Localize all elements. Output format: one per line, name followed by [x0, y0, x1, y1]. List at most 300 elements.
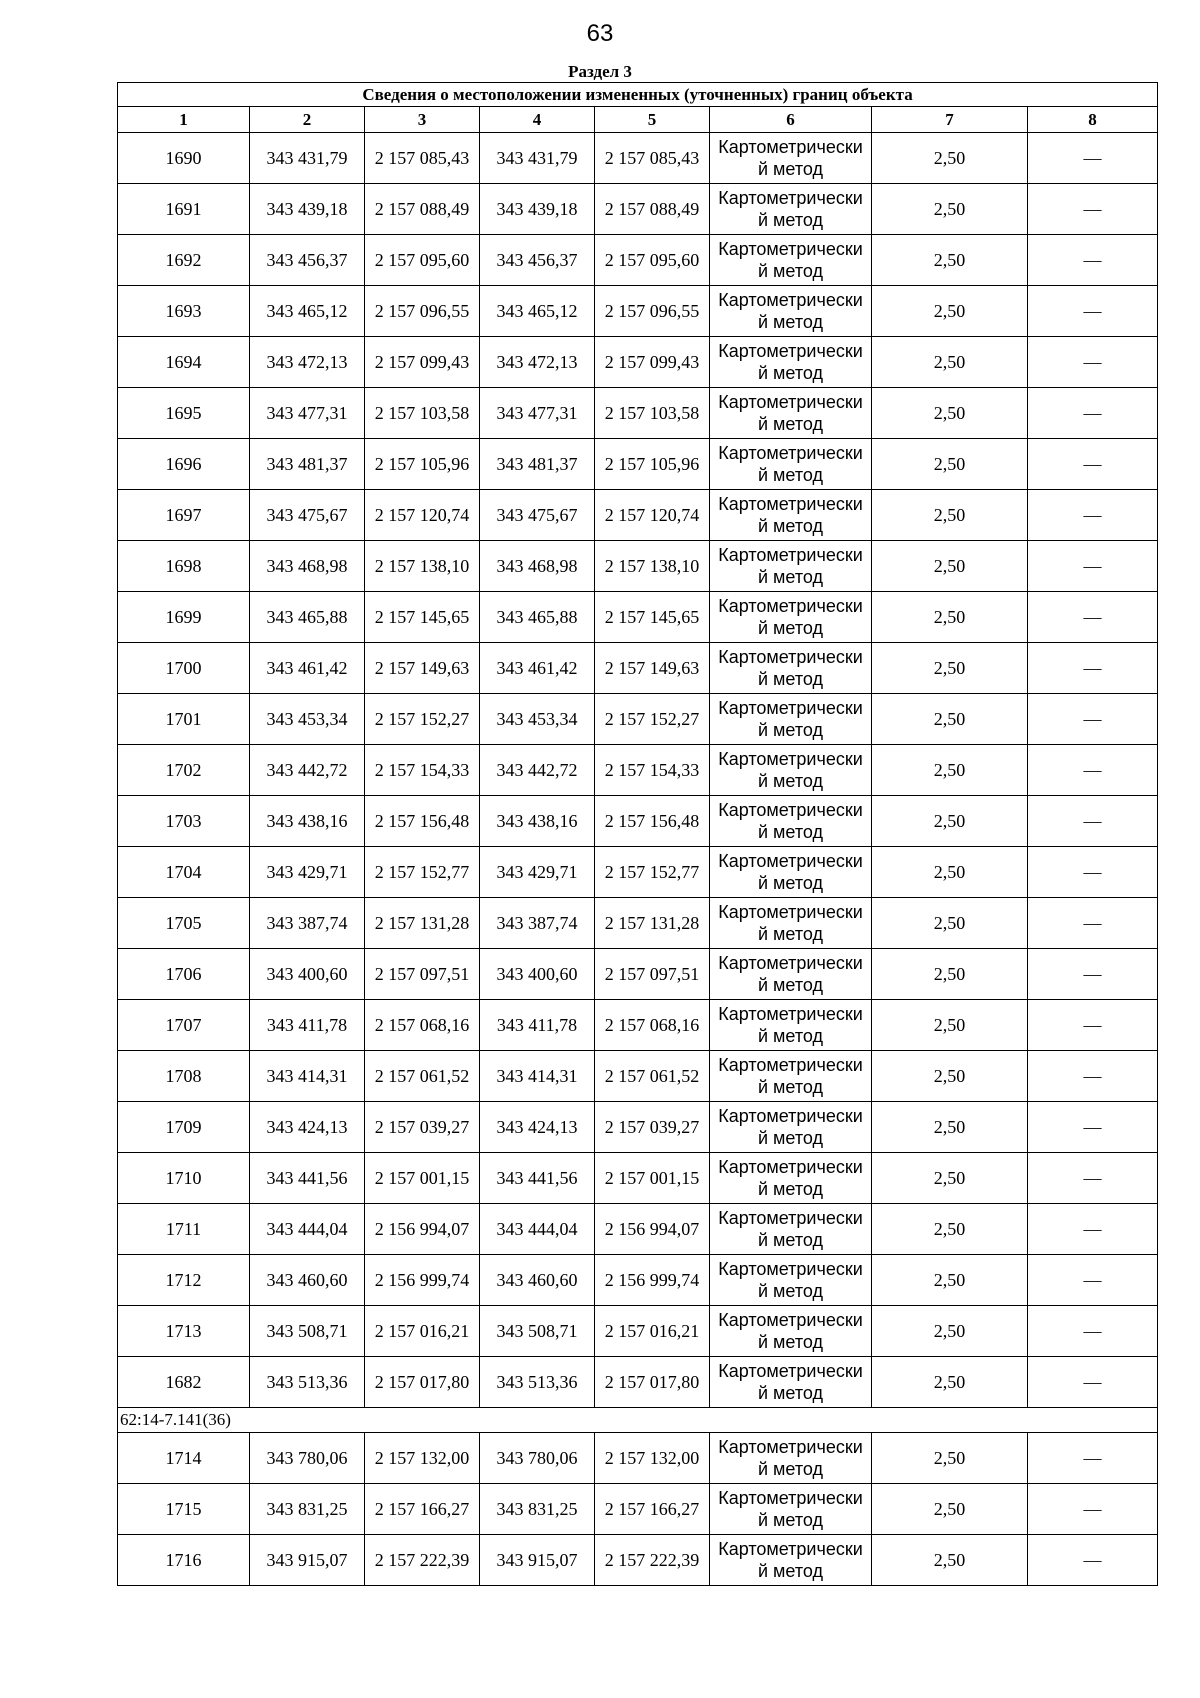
accuracy-cell: 2,50: [872, 1255, 1028, 1306]
method-line-2: й метод: [757, 414, 823, 434]
x-new-cell: 343 513,36: [480, 1357, 595, 1408]
method-line-1: Картометрически: [718, 1055, 863, 1075]
y-old-cell: 2 157 131,28: [365, 898, 480, 949]
method-line-2: й метод: [757, 1459, 823, 1479]
method-line-2: й метод: [757, 1230, 823, 1250]
x-new-cell: 343 444,04: [480, 1204, 595, 1255]
point-number-cell: 1711: [118, 1204, 250, 1255]
accuracy-cell: 2,50: [872, 1306, 1028, 1357]
table-row: [118, 1153, 1158, 1204]
point-number-cell: 1710: [118, 1153, 250, 1204]
method-cell: [710, 541, 872, 592]
table-row: [118, 592, 1158, 643]
y-old-cell: 2 157 105,96: [365, 439, 480, 490]
x-new-cell: 343 438,16: [480, 796, 595, 847]
y-old-cell: 2 157 088,49: [365, 184, 480, 235]
method-line-1: Картометрически: [718, 545, 863, 565]
y-new-cell: 2 157 131,28: [595, 898, 710, 949]
point-number-cell: 1690: [118, 133, 250, 184]
description-cell: —: [1028, 898, 1158, 949]
y-old-cell: 2 157 001,15: [365, 1153, 480, 1204]
table-row: [118, 133, 1158, 184]
description-cell: —: [1028, 1306, 1158, 1357]
y-new-cell: 2 157 099,43: [595, 337, 710, 388]
method-line-2: й метод: [757, 516, 823, 536]
x-old-cell: 343 400,60: [250, 949, 365, 1000]
method-line-1: Картометрически: [718, 1488, 863, 1508]
x-old-cell: 343 460,60: [250, 1255, 365, 1306]
column-number: 4: [480, 107, 595, 133]
table-body: [118, 133, 1158, 1586]
method-line-1: Картометрически: [718, 239, 863, 259]
method-line-1: Картометрически: [718, 290, 863, 310]
description-cell: —: [1028, 286, 1158, 337]
method-line-2: й метод: [757, 210, 823, 230]
accuracy-cell: 2,50: [872, 1535, 1028, 1586]
x-old-cell: 343 456,37: [250, 235, 365, 286]
table-row: [118, 847, 1158, 898]
method-line-1: Картометрически: [718, 1437, 863, 1457]
accuracy-cell: 2,50: [872, 235, 1028, 286]
table-row: [118, 1000, 1158, 1051]
accuracy-cell: 2,50: [872, 898, 1028, 949]
description-cell: —: [1028, 592, 1158, 643]
y-new-cell: 2 156 994,07: [595, 1204, 710, 1255]
y-old-cell: 2 157 085,43: [365, 133, 480, 184]
table-row: [118, 1102, 1158, 1153]
method-cell: [710, 1051, 872, 1102]
method-line-2: й метод: [757, 363, 823, 383]
point-number-cell: 1712: [118, 1255, 250, 1306]
method-cell: [710, 337, 872, 388]
point-number-cell: 1702: [118, 745, 250, 796]
y-new-cell: 2 157 152,77: [595, 847, 710, 898]
point-number-cell: 1695: [118, 388, 250, 439]
y-new-cell: 2 157 138,10: [595, 541, 710, 592]
y-old-cell: 2 156 999,74: [365, 1255, 480, 1306]
x-old-cell: 343 508,71: [250, 1306, 365, 1357]
y-old-cell: 2 157 097,51: [365, 949, 480, 1000]
method-line-2: й метод: [757, 312, 823, 332]
description-cell: —: [1028, 235, 1158, 286]
y-new-cell: 2 157 061,52: [595, 1051, 710, 1102]
accuracy-cell: 2,50: [872, 388, 1028, 439]
point-number-cell: 1691: [118, 184, 250, 235]
description-cell: —: [1028, 745, 1158, 796]
method-cell: [710, 592, 872, 643]
description-cell: —: [1028, 1153, 1158, 1204]
x-new-cell: 343 414,31: [480, 1051, 595, 1102]
y-new-cell: 2 157 152,27: [595, 694, 710, 745]
description-cell: —: [1028, 796, 1158, 847]
method-line-2: й метод: [757, 1128, 823, 1148]
table-row: [118, 1484, 1158, 1535]
y-new-cell: 2 156 999,74: [595, 1255, 710, 1306]
x-old-cell: 343 465,88: [250, 592, 365, 643]
description-cell: —: [1028, 541, 1158, 592]
method-line-2: й метод: [757, 669, 823, 689]
description-cell: —: [1028, 388, 1158, 439]
y-old-cell: 2 157 138,10: [365, 541, 480, 592]
method-line-1: Картометрически: [718, 902, 863, 922]
x-new-cell: 343 481,37: [480, 439, 595, 490]
x-new-cell: 343 441,56: [480, 1153, 595, 1204]
description-cell: —: [1028, 1102, 1158, 1153]
description-cell: —: [1028, 1051, 1158, 1102]
x-new-cell: 343 439,18: [480, 184, 595, 235]
point-number-cell: 1707: [118, 1000, 250, 1051]
method-cell: [710, 643, 872, 694]
point-number-cell: 1692: [118, 235, 250, 286]
x-new-cell: 343 400,60: [480, 949, 595, 1000]
method-cell: [710, 1102, 872, 1153]
x-new-cell: 343 456,37: [480, 235, 595, 286]
table-row: [118, 541, 1158, 592]
method-line-2: й метод: [757, 1281, 823, 1301]
description-cell: —: [1028, 1535, 1158, 1586]
method-cell: [710, 847, 872, 898]
y-new-cell: 2 157 095,60: [595, 235, 710, 286]
point-number-cell: 1699: [118, 592, 250, 643]
y-new-cell: 2 157 085,43: [595, 133, 710, 184]
y-new-cell: 2 157 132,00: [595, 1433, 710, 1484]
accuracy-cell: 2,50: [872, 133, 1028, 184]
x-new-cell: 343 442,72: [480, 745, 595, 796]
y-old-cell: 2 157 149,63: [365, 643, 480, 694]
point-number-cell: 1704: [118, 847, 250, 898]
method-cell: [710, 1204, 872, 1255]
x-new-cell: 343 472,13: [480, 337, 595, 388]
column-number: 5: [595, 107, 710, 133]
x-old-cell: 343 915,07: [250, 1535, 365, 1586]
x-new-cell: 343 431,79: [480, 133, 595, 184]
method-line-1: Картометрически: [718, 188, 863, 208]
method-cell: [710, 1255, 872, 1306]
table-row: [118, 643, 1158, 694]
boundary-coordinates-table: [117, 82, 1158, 1586]
method-cell: [710, 745, 872, 796]
accuracy-cell: 2,50: [872, 541, 1028, 592]
method-cell: [710, 694, 872, 745]
method-line-1: Картометрически: [718, 1539, 863, 1559]
method-cell: [710, 388, 872, 439]
method-cell: [710, 949, 872, 1000]
x-old-cell: 343 444,04: [250, 1204, 365, 1255]
section-title: Раздел 3: [568, 62, 632, 81]
y-old-cell: 2 157 154,33: [365, 745, 480, 796]
y-old-cell: 2 157 096,55: [365, 286, 480, 337]
x-old-cell: 343 780,06: [250, 1433, 365, 1484]
table-row: [118, 1357, 1158, 1408]
table-row: [118, 745, 1158, 796]
x-old-cell: 343 441,56: [250, 1153, 365, 1204]
column-number: 8: [1028, 107, 1158, 133]
x-old-cell: 343 477,31: [250, 388, 365, 439]
method-cell: [710, 235, 872, 286]
description-cell: —: [1028, 1357, 1158, 1408]
y-old-cell: 2 157 222,39: [365, 1535, 480, 1586]
accuracy-cell: 2,50: [872, 1000, 1028, 1051]
method-line-2: й метод: [757, 1332, 823, 1352]
x-old-cell: 343 513,36: [250, 1357, 365, 1408]
description-cell: —: [1028, 490, 1158, 541]
y-old-cell: 2 157 132,00: [365, 1433, 480, 1484]
description-cell: —: [1028, 1204, 1158, 1255]
description-cell: —: [1028, 694, 1158, 745]
method-line-1: Картометрически: [718, 1310, 863, 1330]
y-new-cell: 2 157 149,63: [595, 643, 710, 694]
method-line-2: й метод: [757, 822, 823, 842]
accuracy-cell: 2,50: [872, 745, 1028, 796]
table-row: [118, 694, 1158, 745]
method-cell: [710, 898, 872, 949]
x-old-cell: 343 438,16: [250, 796, 365, 847]
point-number-cell: 1700: [118, 643, 250, 694]
x-old-cell: 343 431,79: [250, 133, 365, 184]
x-new-cell: 343 508,71: [480, 1306, 595, 1357]
description-cell: —: [1028, 1255, 1158, 1306]
table-row: [118, 898, 1158, 949]
y-new-cell: 2 157 154,33: [595, 745, 710, 796]
point-number-cell: 1697: [118, 490, 250, 541]
method-line-2: й метод: [757, 567, 823, 587]
x-old-cell: 343 414,31: [250, 1051, 365, 1102]
x-old-cell: 343 461,42: [250, 643, 365, 694]
point-number-cell: 1705: [118, 898, 250, 949]
method-line-1: Картометрически: [718, 494, 863, 514]
accuracy-cell: 2,50: [872, 286, 1028, 337]
method-line-2: й метод: [757, 924, 823, 944]
x-new-cell: 343 461,42: [480, 643, 595, 694]
accuracy-cell: 2,50: [872, 490, 1028, 541]
y-new-cell: 2 157 096,55: [595, 286, 710, 337]
y-new-cell: 2 157 016,21: [595, 1306, 710, 1357]
method-line-2: й метод: [757, 1561, 823, 1581]
accuracy-cell: 2,50: [872, 1051, 1028, 1102]
method-line-1: Картометрически: [718, 1157, 863, 1177]
column-number-row: [118, 107, 1158, 133]
table-row: [118, 1255, 1158, 1306]
y-old-cell: 2 157 099,43: [365, 337, 480, 388]
method-cell: [710, 133, 872, 184]
method-line-1: Картометрически: [718, 341, 863, 361]
method-line-2: й метод: [757, 975, 823, 995]
accuracy-cell: 2,50: [872, 1204, 1028, 1255]
method-line-2: й метод: [757, 873, 823, 893]
point-number-cell: 1715: [118, 1484, 250, 1535]
table-row: [118, 1535, 1158, 1586]
point-number-cell: 1696: [118, 439, 250, 490]
method-cell: [710, 490, 872, 541]
x-old-cell: 343 429,71: [250, 847, 365, 898]
x-new-cell: 343 460,60: [480, 1255, 595, 1306]
y-old-cell: 2 157 039,27: [365, 1102, 480, 1153]
description-cell: —: [1028, 1000, 1158, 1051]
table-caption: Сведения о местоположении измененных (уточненных) границ объекта: [118, 83, 1158, 107]
x-old-cell: 343 387,74: [250, 898, 365, 949]
x-old-cell: 343 442,72: [250, 745, 365, 796]
accuracy-cell: 2,50: [872, 439, 1028, 490]
method-line-1: Картометрически: [718, 851, 863, 871]
accuracy-cell: 2,50: [872, 643, 1028, 694]
method-line-2: й метод: [757, 1077, 823, 1097]
method-cell: [710, 286, 872, 337]
description-cell: —: [1028, 1433, 1158, 1484]
method-cell: [710, 1000, 872, 1051]
y-new-cell: 2 157 097,51: [595, 949, 710, 1000]
y-old-cell: 2 156 994,07: [365, 1204, 480, 1255]
point-number-cell: 1694: [118, 337, 250, 388]
table-row: [118, 184, 1158, 235]
table-caption-row: [118, 83, 1158, 107]
point-number-cell: 1716: [118, 1535, 250, 1586]
method-cell: [710, 1535, 872, 1586]
y-old-cell: 2 157 068,16: [365, 1000, 480, 1051]
accuracy-cell: 2,50: [872, 847, 1028, 898]
y-old-cell: 2 157 061,52: [365, 1051, 480, 1102]
y-old-cell: 2 157 156,48: [365, 796, 480, 847]
x-new-cell: 343 429,71: [480, 847, 595, 898]
method-line-1: Картометрически: [718, 800, 863, 820]
y-old-cell: 2 157 016,21: [365, 1306, 480, 1357]
method-line-1: Картометрически: [718, 392, 863, 412]
x-old-cell: 343 411,78: [250, 1000, 365, 1051]
y-new-cell: 2 157 068,16: [595, 1000, 710, 1051]
y-new-cell: 2 157 166,27: [595, 1484, 710, 1535]
y-old-cell: 2 157 152,77: [365, 847, 480, 898]
table-row: [118, 949, 1158, 1000]
accuracy-cell: 2,50: [872, 1433, 1028, 1484]
method-line-2: й метод: [757, 159, 823, 179]
x-new-cell: 343 411,78: [480, 1000, 595, 1051]
description-cell: —: [1028, 184, 1158, 235]
y-new-cell: 2 157 222,39: [595, 1535, 710, 1586]
x-old-cell: 343 472,13: [250, 337, 365, 388]
point-number-cell: 1708: [118, 1051, 250, 1102]
x-new-cell: 343 915,07: [480, 1535, 595, 1586]
y-new-cell: 2 157 017,80: [595, 1357, 710, 1408]
method-cell: [710, 1433, 872, 1484]
method-cell: [710, 1357, 872, 1408]
point-number-cell: 1706: [118, 949, 250, 1000]
x-old-cell: 343 453,34: [250, 694, 365, 745]
method-line-1: Картометрически: [718, 1361, 863, 1381]
x-new-cell: 343 465,12: [480, 286, 595, 337]
description-cell: —: [1028, 847, 1158, 898]
y-old-cell: 2 157 103,58: [365, 388, 480, 439]
method-cell: [710, 184, 872, 235]
method-line-2: й метод: [757, 1510, 823, 1530]
y-old-cell: 2 157 166,27: [365, 1484, 480, 1535]
method-cell: [710, 796, 872, 847]
table-row: [118, 1306, 1158, 1357]
y-new-cell: 2 157 103,58: [595, 388, 710, 439]
method-line-2: й метод: [757, 1026, 823, 1046]
method-line-2: й метод: [757, 261, 823, 281]
description-cell: —: [1028, 133, 1158, 184]
method-cell: [710, 439, 872, 490]
x-old-cell: 343 424,13: [250, 1102, 365, 1153]
method-line-2: й метод: [757, 771, 823, 791]
y-old-cell: 2 157 017,80: [365, 1357, 480, 1408]
method-line-1: Картометрически: [718, 698, 863, 718]
method-line-1: Картометрически: [718, 596, 863, 616]
method-line-1: Картометрически: [718, 749, 863, 769]
point-number-cell: 1701: [118, 694, 250, 745]
method-cell: [710, 1306, 872, 1357]
method-cell: [710, 1153, 872, 1204]
method-line-1: Картометрически: [718, 1106, 863, 1126]
group-label: 62:14-7.141(36): [118, 1408, 1158, 1433]
point-number-cell: 1698: [118, 541, 250, 592]
description-cell: —: [1028, 439, 1158, 490]
y-new-cell: 2 157 105,96: [595, 439, 710, 490]
point-number-cell: 1714: [118, 1433, 250, 1484]
y-new-cell: 2 157 039,27: [595, 1102, 710, 1153]
x-new-cell: 343 453,34: [480, 694, 595, 745]
y-old-cell: 2 157 145,65: [365, 592, 480, 643]
accuracy-cell: 2,50: [872, 949, 1028, 1000]
x-new-cell: 343 424,13: [480, 1102, 595, 1153]
table-row: [118, 388, 1158, 439]
x-old-cell: 343 465,12: [250, 286, 365, 337]
table-row: [118, 796, 1158, 847]
point-number-cell: 1703: [118, 796, 250, 847]
description-cell: —: [1028, 337, 1158, 388]
x-old-cell: 343 831,25: [250, 1484, 365, 1535]
accuracy-cell: 2,50: [872, 1102, 1028, 1153]
method-line-1: Картометрически: [718, 137, 863, 157]
method-line-2: й метод: [757, 720, 823, 740]
x-new-cell: 343 465,88: [480, 592, 595, 643]
table-row: [118, 1204, 1158, 1255]
method-line-1: Картометрически: [718, 647, 863, 667]
page-number: 63: [586, 20, 614, 47]
accuracy-cell: 2,50: [872, 592, 1028, 643]
x-new-cell: 343 780,06: [480, 1433, 595, 1484]
method-line-1: Картометрически: [718, 1208, 863, 1228]
x-old-cell: 343 481,37: [250, 439, 365, 490]
accuracy-cell: 2,50: [872, 1357, 1028, 1408]
y-new-cell: 2 157 001,15: [595, 1153, 710, 1204]
column-number: 7: [872, 107, 1028, 133]
column-number: 1: [118, 107, 250, 133]
accuracy-cell: 2,50: [872, 1153, 1028, 1204]
method-line-1: Картометрически: [718, 1004, 863, 1024]
x-new-cell: 343 831,25: [480, 1484, 595, 1535]
x-old-cell: 343 475,67: [250, 490, 365, 541]
column-number: 2: [250, 107, 365, 133]
method-line-2: й метод: [757, 1179, 823, 1199]
y-old-cell: 2 157 120,74: [365, 490, 480, 541]
point-number-cell: 1682: [118, 1357, 250, 1408]
description-cell: —: [1028, 1484, 1158, 1535]
method-line-2: й метод: [757, 1383, 823, 1403]
table-row: [118, 1051, 1158, 1102]
accuracy-cell: 2,50: [872, 1484, 1028, 1535]
y-old-cell: 2 157 152,27: [365, 694, 480, 745]
x-old-cell: 343 439,18: [250, 184, 365, 235]
table-row: [118, 1433, 1158, 1484]
description-cell: —: [1028, 949, 1158, 1000]
group-header-row: [118, 1408, 1158, 1433]
method-line-2: й метод: [757, 465, 823, 485]
method-line-2: й метод: [757, 618, 823, 638]
accuracy-cell: 2,50: [872, 694, 1028, 745]
column-number: 3: [365, 107, 480, 133]
point-number-cell: 1709: [118, 1102, 250, 1153]
accuracy-cell: 2,50: [872, 796, 1028, 847]
